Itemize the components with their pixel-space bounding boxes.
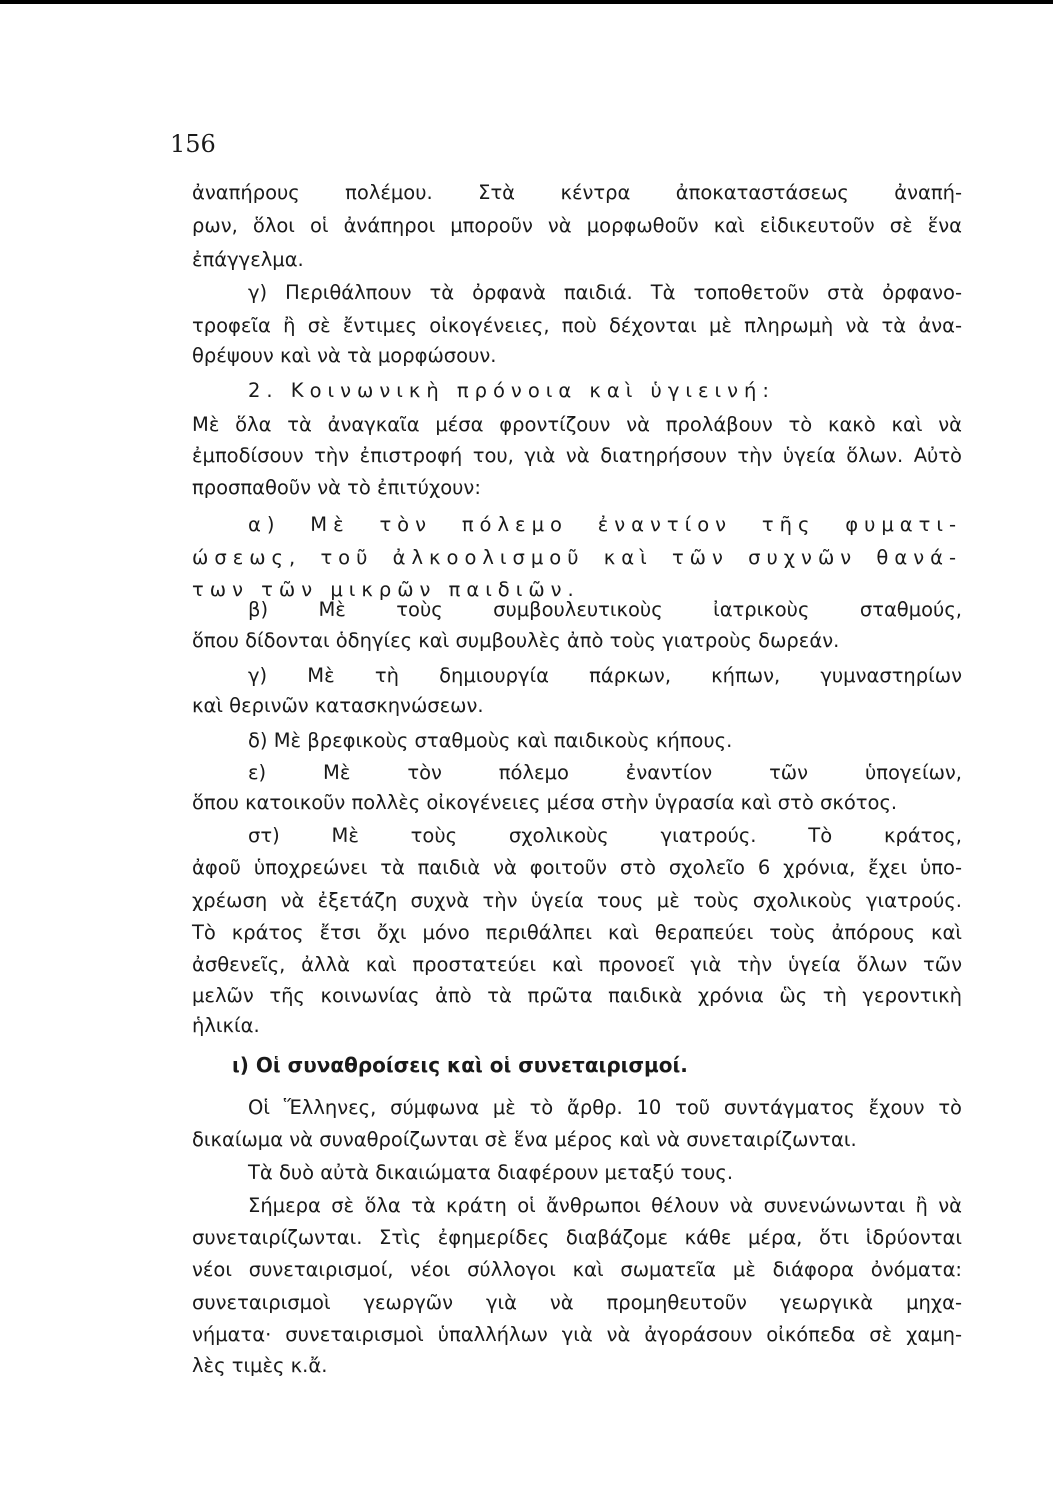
text-line: Σήμερα σὲ ὅλα τὰ κράτη οἱ ἄνθρωποι θέλουν νὰ συνενώνωνται ἢ νὰ [248, 1194, 962, 1217]
text-line: συνεταιρισμοὶ γεωργῶν γιὰ νὰ προμηθευτοῦν γεωργικὰ μηχα- [192, 1291, 962, 1314]
list-item: γ) Μὲ τὴ δημιουργία πάρκων, κήπων, γυμναστηρίων [248, 664, 962, 687]
text-line: Τὰ δυὸ αὐτὰ δικαιώματα διαφέρουν μεταξύ τους. [248, 1161, 734, 1184]
text-line: ὅπου δίδονται ὁδηγίες καὶ συμβουλὲς ἀπὸ τοὺς γιατροὺς δωρεάν. [192, 629, 840, 652]
text-line: μελῶν τῆς κοινωνίας ἀπὸ τὰ πρῶτα παιδικὰ χρόνια ὣς τὴ γεροντικὴ [192, 984, 962, 1007]
list-item: α) Μὲ τὸν πόλεμο ἐναντίον τῆς φυματι- [248, 513, 962, 536]
text-line: των τῶν μικρῶν παιδιῶν. [192, 578, 580, 601]
text-line: χρέωση νὰ ἐξετάζη συχνὰ τὴν ὑγεία τους μὲ τοὺς σχολικοὺς γιατρούς. [192, 889, 962, 912]
text-line: ἀσθενεῖς, ἀλλὰ καὶ προστατεύει καὶ προνοεῖ γιὰ τὴν ὑγεία ὅλων τῶν [192, 953, 962, 976]
text-line: Τὸ κράτος ἔτσι ὄχι μόνο περιθάλπει καὶ θεραπεύει τοὺς ἀπόρους καὶ [192, 921, 962, 944]
list-item: ε) Μὲ τὸν πόλεμο ἐναντίον τῶν ὑπογείων, [248, 761, 962, 784]
text-line: νέοι συνεταιρισμοί, νέοι σύλλογοι καὶ σωματεῖα μὲ διάφορα ὀνόματα: [192, 1258, 962, 1281]
list-item: β) Μὲ τοὺς συμβουλευτικοὺς ἰατρικοὺς σταθμούς, [248, 598, 962, 621]
text-line: ἐπάγγελμα. [192, 248, 304, 271]
text-line: θρέψουν καὶ νὰ τὰ μορφώσουν. [192, 344, 497, 367]
text-line: ὅπου κατοικοῦν πολλὲς οἰκογένειες μέσα στὴν ὑγρασία καὶ στὸ σκότος. [192, 791, 898, 814]
text-line: ἀφοῦ ὑποχρεώνει τὰ παιδιὰ νὰ φοιτοῦν στὸ σχολεῖο 6 χρόνια, ἔχει ὑπο- [192, 856, 962, 879]
text-line: συνεταιρίζωνται. Στὶς ἐφημερίδες διαβάζομε κάθε μέρα, ὅτι ἱδρύονται [192, 1226, 962, 1249]
text-line: νήματα· συνεταιρισμοὶ ὑπαλλήλων γιὰ νὰ ἀγοράσουν οἰκόπεδα σὲ χαμη- [192, 1323, 962, 1346]
text-line: τροφεῖα ἢ σὲ ἔντιμες οἰκογένειες, ποὺ δέχονται μὲ πληρωμὴ νὰ τὰ ἀνα- [192, 314, 962, 337]
text-line: ώσεως, τοῦ ἀλκοολισμοῦ καὶ τῶν συχνῶν θανά- [192, 546, 962, 569]
text-line: ἐμποδίσουν τὴν ἐπιστροφή του, γιὰ νὰ διατηρήσουν τὴν ὑγεία ὅλων. Αὐτὸ [192, 444, 962, 467]
text-line: καὶ θερινῶν κατασκηνώσεων. [192, 694, 484, 717]
text-line: προσπαθοῦν νὰ τὸ ἐπιτύχουν: [192, 476, 481, 499]
text-line: ἡλικία. [192, 1014, 260, 1037]
section-heading: ι) Οἱ συναθροίσεις καὶ οἱ συνεταιρισμοί. [232, 1053, 688, 1077]
text-line: δικαίωμα νὰ συναθροίζωνται σὲ ἕνα μέρος καὶ νὰ συνεταιρίζωνται. [192, 1128, 857, 1151]
list-item: στ) Μὲ τοὺς σχολικοὺς γιατρούς. Τὸ κράτος, [248, 824, 962, 847]
page-number: 156 [170, 130, 216, 158]
page-top-border [0, 0, 1053, 4]
list-item: δ) Μὲ βρεφικοὺς σταθμοὺς καὶ παιδικοὺς κήπους. [248, 729, 733, 752]
text-line: ρων, ὅλοι οἱ ἀνάπηροι μποροῦν νὰ μορφωθοῦν καὶ εἰδικευτοῦν σὲ ἕνα [192, 214, 962, 237]
text-line: λὲς τιμὲς κ.ἄ. [192, 1354, 328, 1377]
text-line: Μὲ ὅλα τὰ ἀναγκαῖα μέσα φροντίζουν νὰ προλάβουν τὸ κακὸ καὶ νὰ [192, 413, 962, 436]
text-line: Οἱ Ἕλληνες, σύμφωνα μὲ τὸ ἄρθρ. 10 τοῦ συντάγματος ἔχουν τὸ [248, 1096, 962, 1119]
section-subtitle: 2. Κοινωνικὴ πρόνοια καὶ ὑγιεινή: [248, 379, 775, 402]
text-line: γ) Περιθάλπουν τὰ ὀρφανὰ παιδιά. Τὰ τοποθετοῦν στὰ ὀρφανο- [248, 281, 962, 304]
text-line: ἀναπήρους πολέμου. Στὰ κέντρα ἀποκαταστάσεως ἀναπή- [192, 181, 962, 204]
